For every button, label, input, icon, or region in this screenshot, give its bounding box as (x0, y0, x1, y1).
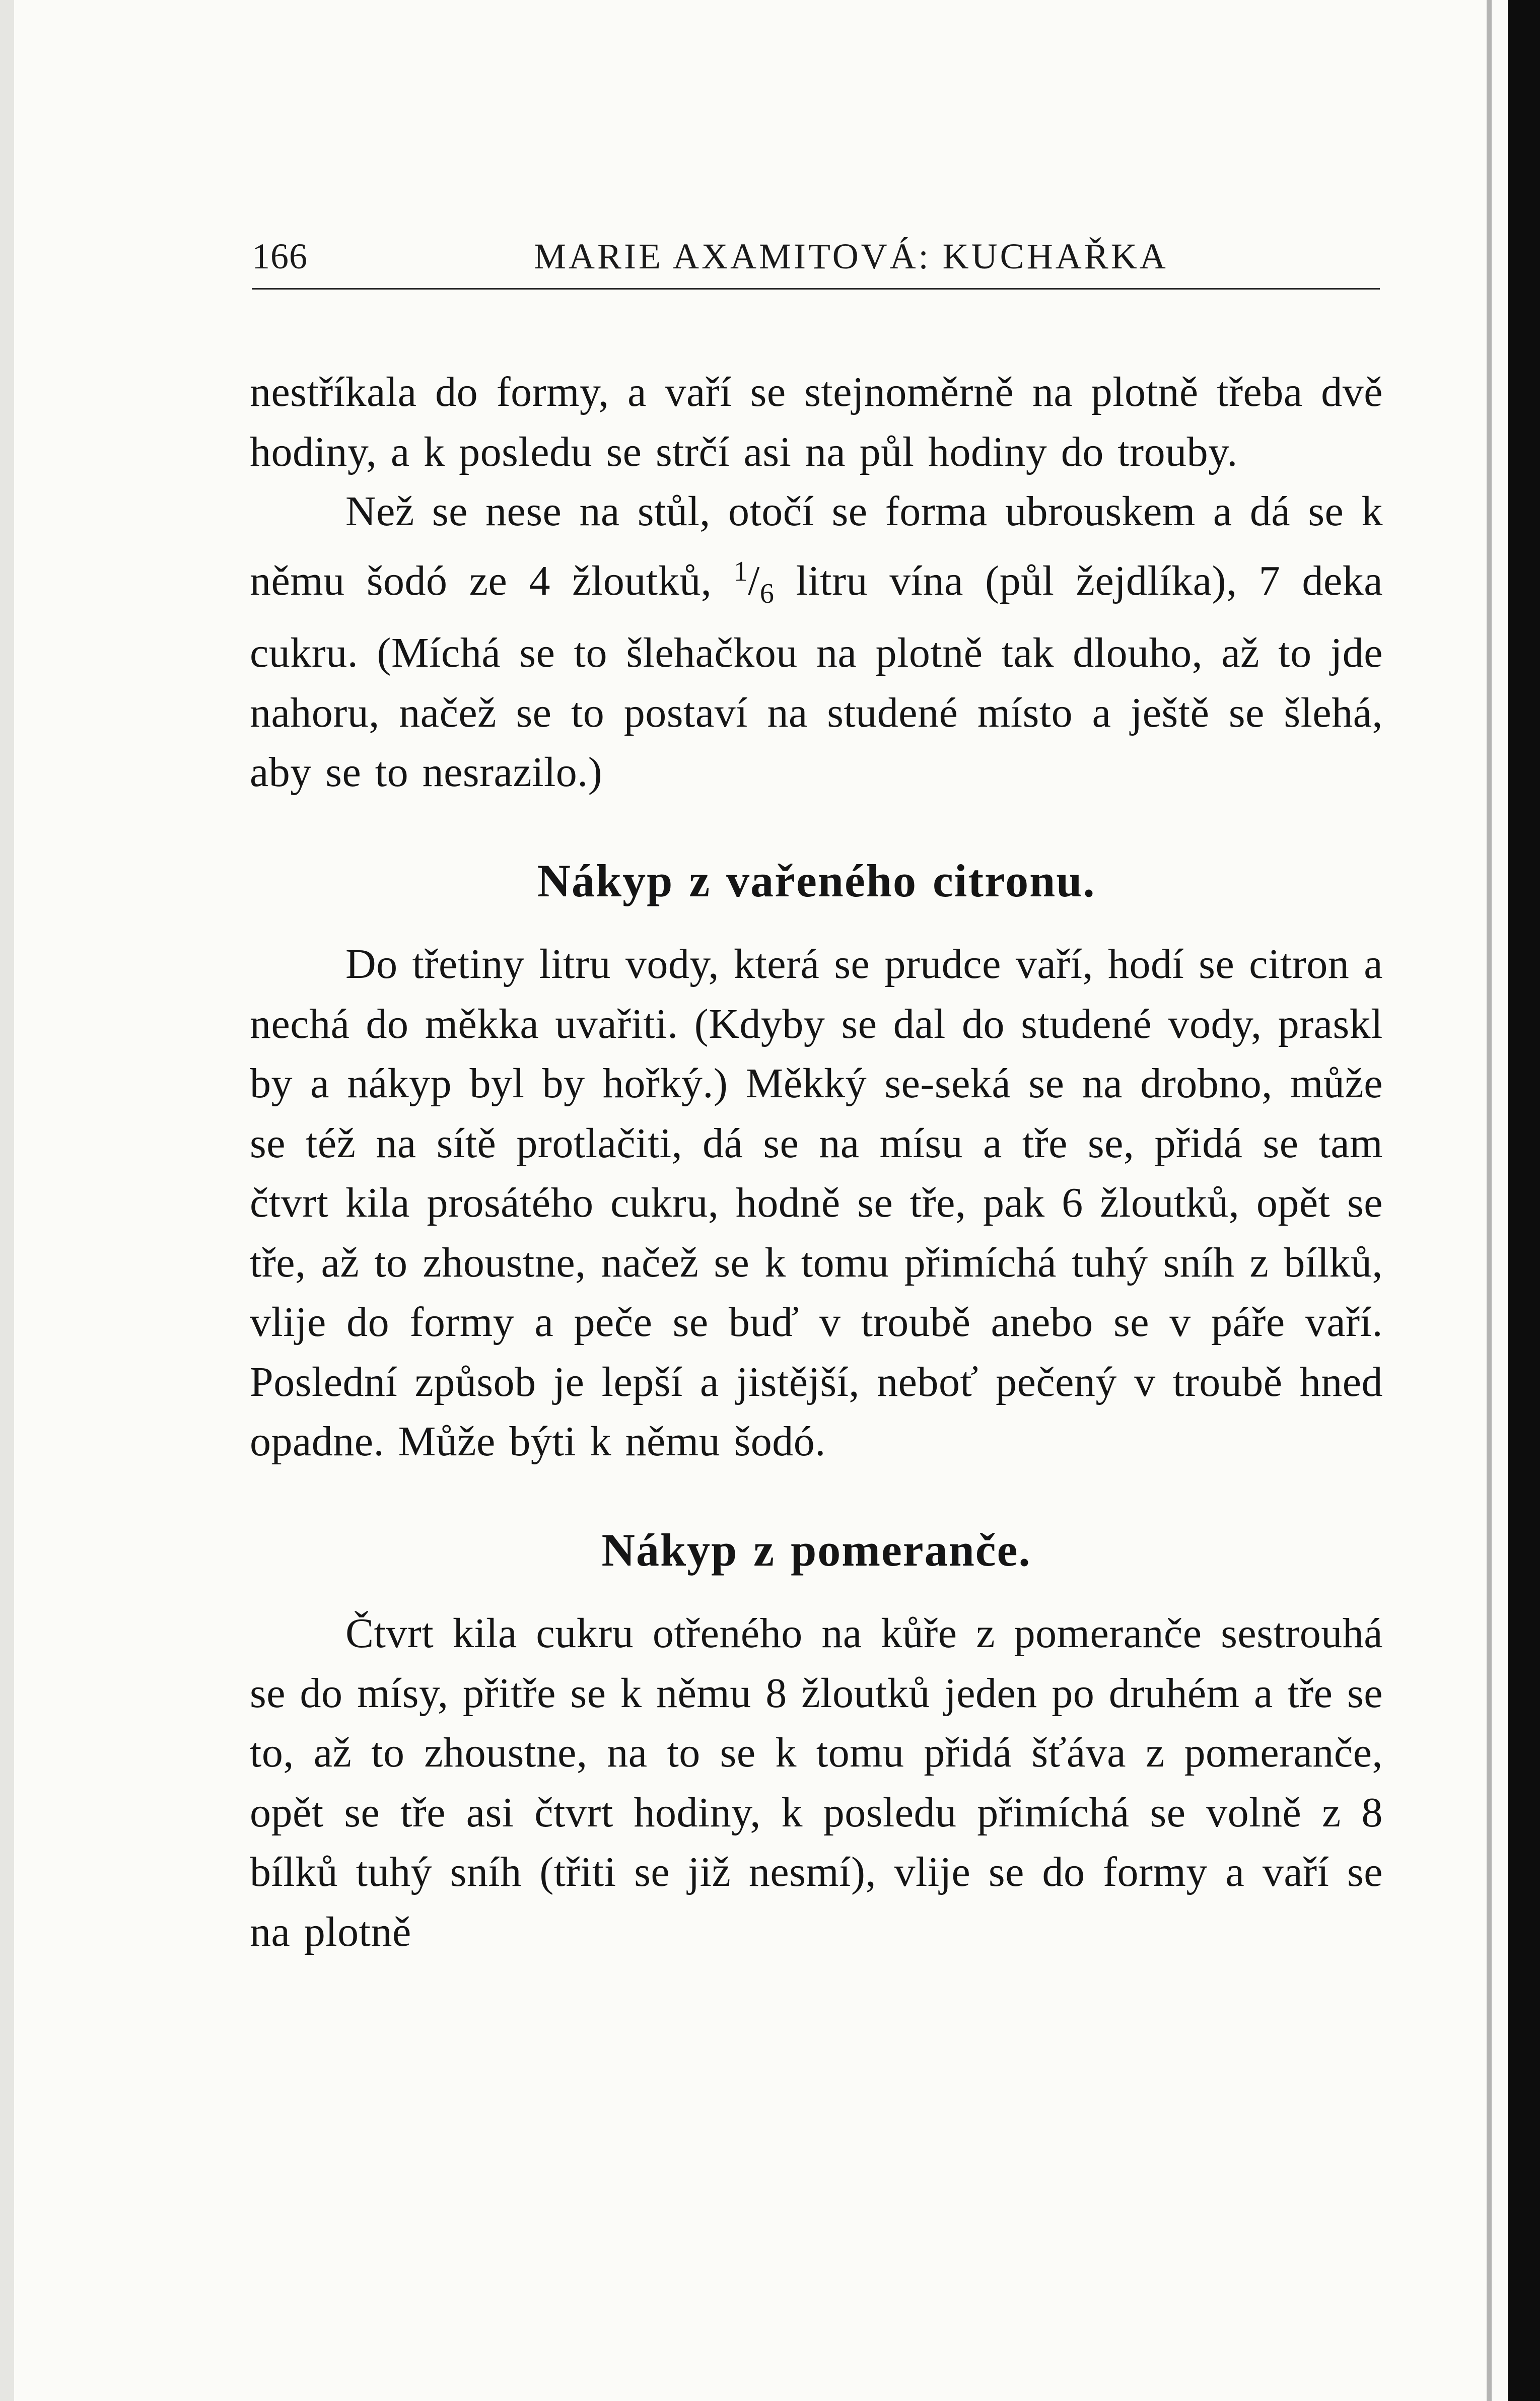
fraction-slash: / (747, 557, 760, 604)
running-title: MARIE AXAMITOVÁ: KUCHAŘKA (534, 236, 1168, 276)
page-left-edge (0, 0, 14, 2401)
paragraph-pomeranc: Čtvrt kila cukru otřeného na kůře z pomeranče sestrouhá se do mísy, přitře se k němu 8 žloutků jeden po druhém a tře se to, až to zhoustne, na to se k tomu přidá šťáva z pomeranče, opět se tře asi čtvrt hodiny, k posledu přimíchá se volně z 8 bílků tuhý sníh (třiti se již nesmí), vlije se do formy a vaří se na plotně (250, 1610, 1383, 1955)
recipe-heading-citron: Nákyp z vařeného citronu. (537, 855, 1096, 906)
fraction-numerator: 1 (733, 555, 748, 587)
fraction-denominator: 6 (759, 578, 775, 609)
page-right-edge (1508, 0, 1540, 2401)
header-rule (252, 288, 1380, 290)
recipe-heading-pomeranc: Nákyp z pomeranče. (601, 1524, 1031, 1576)
paragraph-sodo-start: Než se nese na stůl, otočí se forma ubrouskem a dá se k němu šodó ze 4 žloutků, (250, 488, 1383, 604)
paragraph-sodo (250, 482, 1383, 803)
page-body (250, 363, 1383, 1962)
running-header (252, 236, 1380, 286)
paragraph-continuation: nestříkala do formy, a vaří se stejnoměrně na plotně třeba dvě hodiny, a k posledu se strčí asi na půl hodiny do trouby. (250, 369, 1383, 475)
paragraph-citron: Do třetiny litru vody, která se prudce vaří, hodí se citron a nechá do měkka uvařiti. (Kdyby se dal do studené vody, praskl by a nákyp byl by hořký.) Měkký se-seká se na drobno, může se též na sítě protlačiti, dá se na mísu a tře se, přidá se tam čtvrt kila prosátého cukru, hodně se tře, pak 6 žloutků, opět se tře, až to zhoustne, načež se k tomu přimíchá tuhý sníh z bílků, vlije do formy a peče se buď v troubě anebo se v páře vaří. Poslední způsob je lepší a jistější, neboť pečený v troubě hned opadne. Může býti k němu šodó. (250, 941, 1383, 1465)
page-number: 166 (252, 236, 308, 276)
paragraph-sodo-end: litru vína (půl žejdlíka), 7 deka cukru. (Míchá se to šlehačkou na plotně tak dlouho, až to jde nahoru, načež se to postaví na studené místo a ještě se šlehá, aby se to nesrazilo.) (250, 557, 1383, 796)
page-fold-shadow (1487, 0, 1492, 2401)
